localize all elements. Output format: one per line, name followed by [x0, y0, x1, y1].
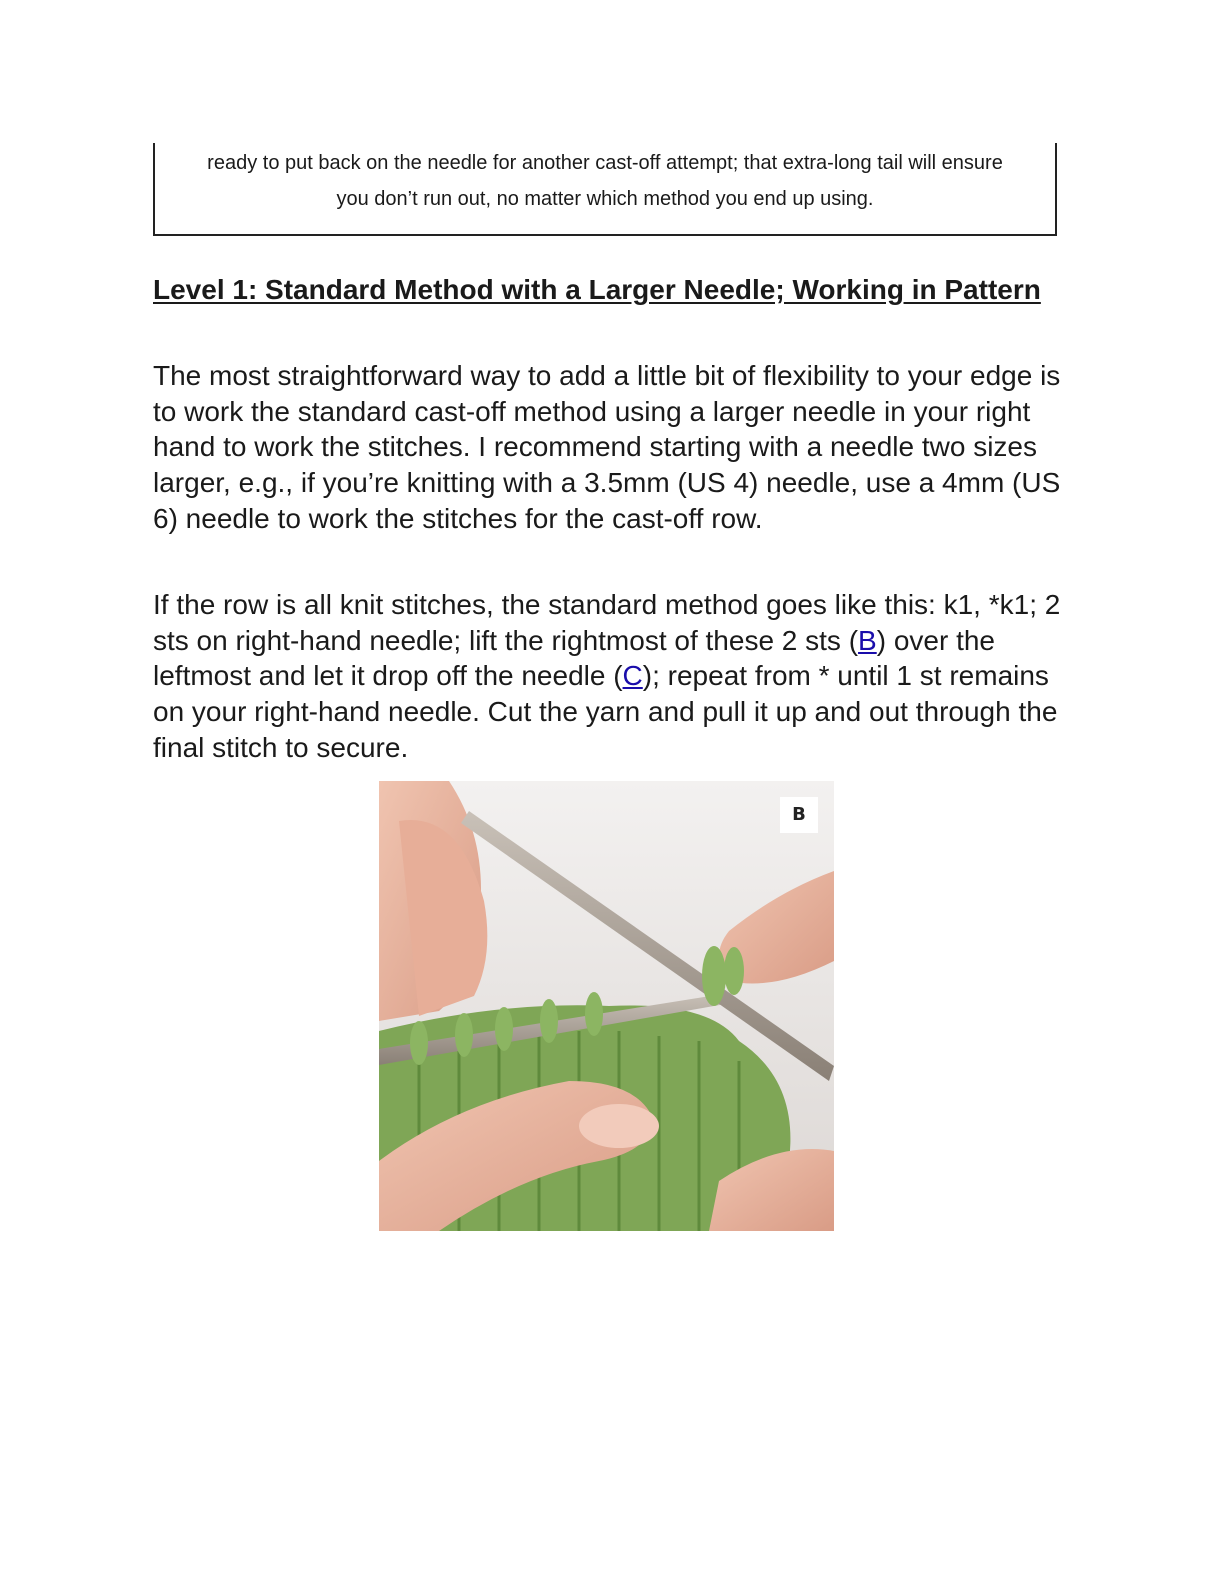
paragraph-text-part-1: If the row is all knit stitches, the standard method goes like this: k1, *k1; 2 sts on right-hand needle; lift the rightmost of these 2 sts ( — [153, 589, 1061, 656]
paragraph-text-part-2: ) over the leftmost and let it drop off the needle ( — [153, 624, 995, 692]
fingernail — [579, 1104, 659, 1148]
callout-line-2: you don’t run out, no matter which method you end up using. — [336, 188, 874, 210]
figure-label-badge: B — [780, 797, 818, 833]
callout-line-1: ready to put back on the needle for another cast-off attempt; that extra-long tail will ensure — [207, 152, 1003, 174]
figure-c-link[interactable]: C — [622, 660, 643, 692]
knitting-illustration — [379, 781, 834, 1231]
paragraph-larger-needle: The most straightforward way to add a little bit of flexibility to your edge is to work the standard cast-off method using a larger needle in your right hand to work the stitches. I recommend starting with a needle two sizes larger, e.g., if you’re knitting with a 3.5mm (US 4) needle, use a 4mm (US 6) needle to work the stitches for the cast-off row. — [153, 360, 1061, 534]
paragraph-standard-method — [153, 587, 1063, 766]
section-heading: Level 1: Standard Method with a Larger Needle; Working in Pattern — [153, 274, 1041, 305]
knitting-photo — [379, 781, 834, 1231]
paragraph-text-part-3: ); repeat from * until 1 st remains on your right-hand needle. Cut the yarn and pull it up and out through the final stitch to secure. — [153, 660, 1058, 763]
figure-b-link[interactable]: B — [858, 624, 877, 656]
callout-box — [153, 143, 1057, 236]
